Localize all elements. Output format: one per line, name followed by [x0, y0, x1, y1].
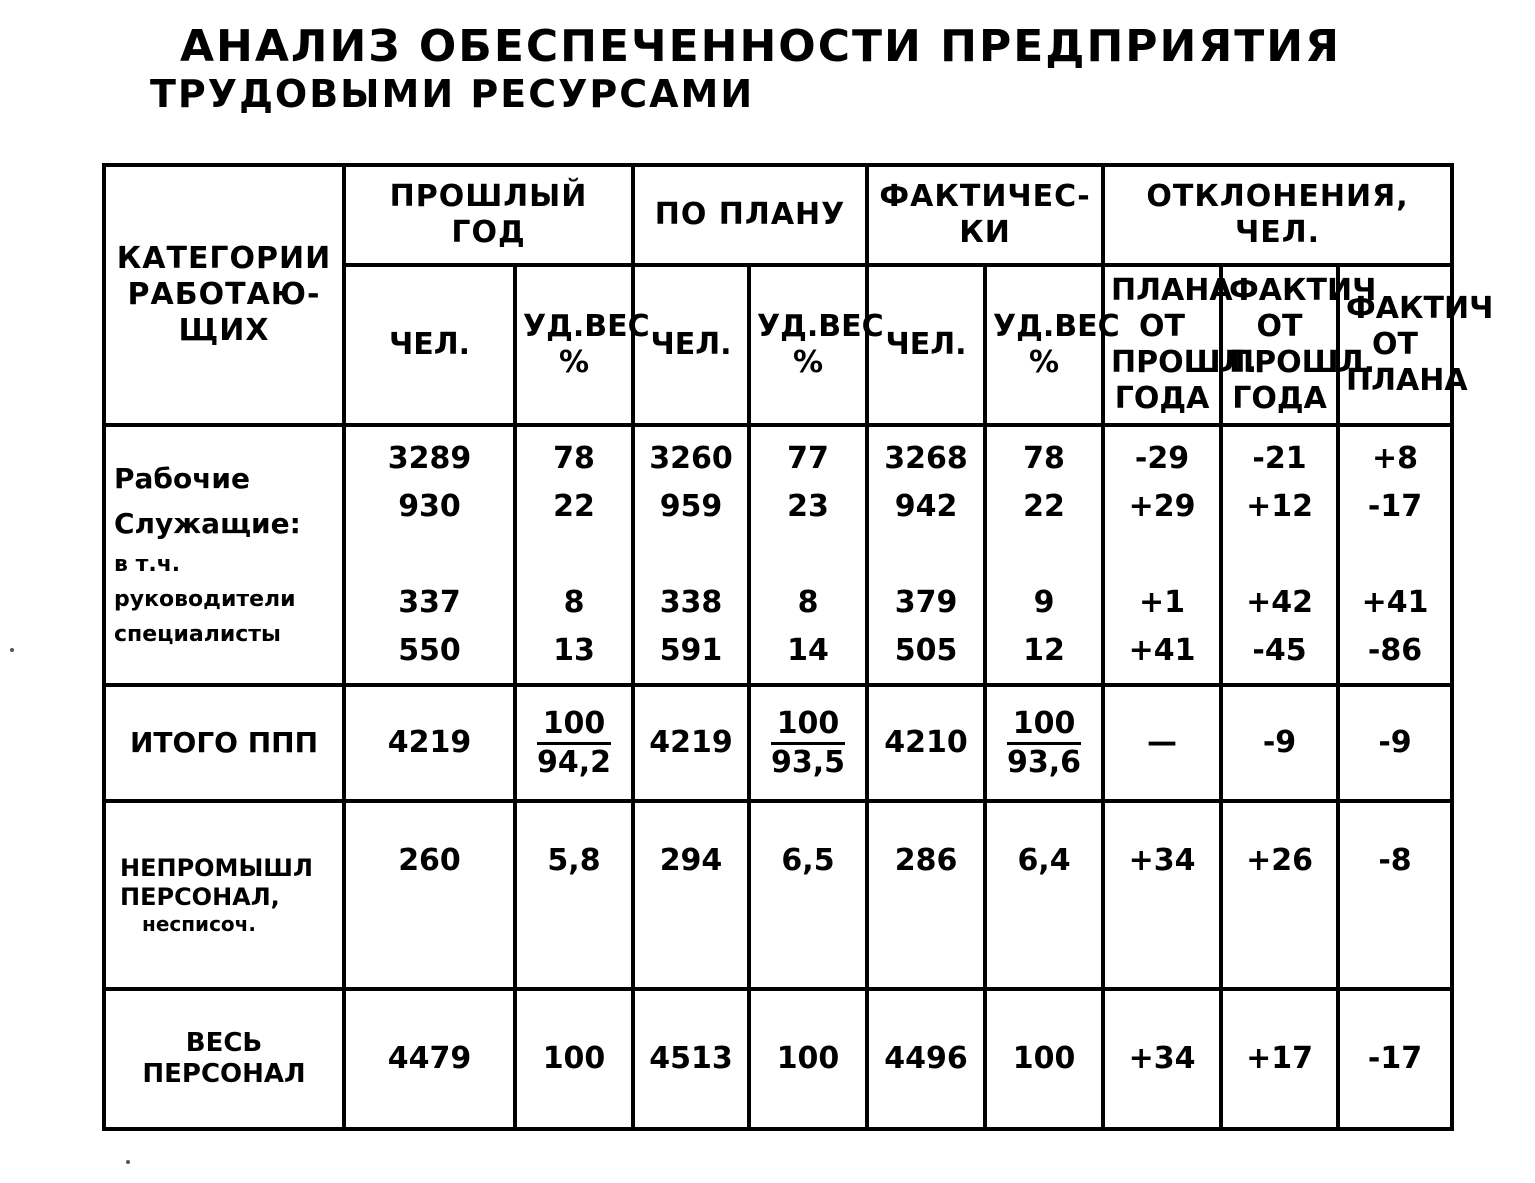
header-prev-year: ПРОШЛЫЙ ГОД [344, 165, 633, 265]
title-line-1: АНАЛИЗ ОБЕСПЕЧЕННОСТИ ПРЕДПРИЯТИЯ [180, 21, 1341, 72]
dev-plan-prev-stack [1103, 425, 1221, 685]
label-line: НЕПРОМЫШЛ [120, 854, 313, 883]
cell-value: -45 [1252, 633, 1307, 668]
share-unit: % [558, 345, 590, 380]
fraction-bottom: 94,2 [536, 744, 612, 780]
table-row-nonindustrial [104, 801, 1452, 989]
share-unit: % [792, 345, 824, 380]
table-row-total-ppp [104, 685, 1452, 801]
cell-value: 100 [749, 989, 867, 1129]
cell-value [641, 531, 741, 579]
cell-value: 505 [894, 633, 958, 668]
fraction-top: 100 [771, 706, 845, 745]
category-specialists: специалисты [114, 622, 281, 648]
category-managers: руководители [114, 587, 296, 613]
cell-value: 4219 [344, 685, 515, 801]
subheader-plan-share [749, 265, 884, 425]
cell-value: +8 [1372, 441, 1419, 476]
cell-value: -17 [1367, 489, 1423, 524]
cell-value: 14 [787, 633, 829, 668]
category-employees: Служащие: [114, 507, 301, 541]
actual-share-stack [985, 425, 1103, 685]
subheader-actual-share [985, 265, 1120, 425]
cell-value [523, 531, 625, 579]
cell-value: 78 [553, 441, 595, 476]
cell-value: 77 [787, 441, 829, 476]
cell-value: 3268 [884, 441, 968, 476]
cell-value: 6,5 [749, 801, 867, 989]
cell-value: +12 [1246, 489, 1313, 524]
cell-value: 550 [398, 633, 461, 668]
cell-value: 8 [797, 585, 819, 620]
cell-value: — [1103, 685, 1221, 801]
cell-value: 294 [633, 801, 749, 989]
header-category: КАТЕГОРИИ РАБОТАЮ- ЩИХ [104, 165, 344, 425]
subheader-dev-actual-vs-prev: ФАКТИЧ ОТ ПРОШЛ. ГОДА [1221, 265, 1338, 425]
cell-value: +41 [1128, 633, 1196, 668]
cell-value [1346, 531, 1444, 579]
subheader-dev-actual-vs-plan: ФАКТИЧ ОТ ПЛАНА [1338, 265, 1452, 425]
category-workers: Рабочие [114, 462, 251, 496]
header-actual: ФАКТИЧЕС- КИ [867, 165, 1103, 265]
label-line: ПЕРСОНАЛ, [120, 883, 280, 911]
cell-value: +1 [1139, 585, 1186, 620]
cell-value: 591 [659, 633, 723, 668]
subheader-prev-share [515, 265, 650, 425]
cell-value: 100 [985, 989, 1103, 1129]
cell-value [757, 531, 859, 579]
fraction-cell [749, 685, 867, 801]
subheader-plan-people: ЧЕЛ. [633, 265, 749, 425]
label-line: несписоч. [142, 911, 256, 936]
cell-value: -29 [1134, 441, 1190, 476]
cell-value: -21 [1252, 441, 1307, 476]
share-unit: % [1028, 345, 1060, 380]
fraction-cell [515, 685, 633, 801]
cell-value: 4496 [867, 989, 985, 1129]
cell-value: 6,4 [985, 801, 1103, 989]
page-title [150, 22, 1341, 116]
cell-value: 22 [553, 489, 595, 524]
header-plan: ПО ПЛАНУ [633, 165, 867, 265]
fraction-top: 100 [1007, 706, 1081, 745]
fraction-top: 100 [537, 706, 611, 745]
cell-value: 23 [787, 489, 829, 524]
cell-value: 4513 [633, 989, 749, 1129]
share-label: УД.ВЕС [757, 309, 884, 344]
cell-value: -86 [1367, 633, 1423, 668]
cell-value: 78 [1023, 441, 1065, 476]
cell-value [352, 531, 507, 579]
cell-value: 100 [515, 989, 633, 1129]
speck [126, 1160, 130, 1164]
fraction-cell [985, 685, 1103, 801]
cell-value [1229, 531, 1330, 579]
speck [10, 648, 14, 652]
cell-value: 338 [659, 585, 723, 620]
cell-value: +42 [1246, 585, 1313, 620]
cell-value [1111, 531, 1213, 579]
cell-value: -9 [1221, 685, 1338, 801]
header-row-groups [104, 165, 1452, 265]
cell-value: 260 [344, 801, 515, 989]
cell-value: +17 [1221, 989, 1338, 1129]
cell-value: 22 [1023, 489, 1065, 524]
cell-value: +34 [1103, 801, 1221, 989]
cell-value: 379 [894, 585, 958, 620]
table-row-all-staff [104, 989, 1452, 1129]
subheader-dev-plan-vs-prev: ПЛАНА ОТ ПРОШЛ. ГОДА [1103, 265, 1221, 425]
cell-value: +34 [1103, 989, 1221, 1129]
cell-value: -9 [1338, 685, 1452, 801]
actual-people-stack [867, 425, 985, 685]
cell-value: 4479 [344, 989, 515, 1129]
share-label: УД.ВЕС [523, 309, 650, 344]
cell-value [993, 531, 1095, 579]
category-cell-group1 [104, 425, 344, 685]
cell-value: 3260 [649, 441, 733, 476]
cell-value: 12 [1023, 633, 1065, 668]
dev-actual-plan-stack [1338, 425, 1452, 685]
table-row [104, 425, 1452, 685]
prev-people-stack [344, 425, 515, 685]
cell-value: +26 [1221, 801, 1338, 989]
fraction-bottom: 93,5 [770, 744, 846, 780]
share-label: УД.ВЕС [993, 309, 1120, 344]
subheader-prev-people: ЧЕЛ. [344, 265, 515, 425]
cell-value: 9 [1033, 585, 1055, 620]
cell-value: 930 [398, 489, 461, 524]
cell-value [875, 531, 977, 579]
plan-share-stack [749, 425, 867, 685]
cell-value: 4219 [633, 685, 749, 801]
dev-actual-prev-stack [1221, 425, 1338, 685]
subheader-actual-people: ЧЕЛ. [867, 265, 985, 425]
cell-value: -8 [1338, 801, 1452, 989]
cell-value: 959 [659, 489, 723, 524]
cell-value: +29 [1128, 489, 1196, 524]
category-all-staff: ВЕСЬ ПЕРСОНАЛ [104, 989, 344, 1129]
title-line-2: ТРУДОВЫМИ РЕСУРСАМИ [150, 71, 755, 116]
cell-value: +41 [1361, 585, 1429, 620]
plan-people-stack [633, 425, 749, 685]
labor-resources-table [102, 163, 1494, 1131]
header-deviation: ОТКЛОНЕНИЯ, ЧЕЛ. [1103, 165, 1452, 265]
cell-value: 286 [867, 801, 985, 989]
cell-value: 8 [563, 585, 585, 620]
cell-value: 13 [553, 633, 595, 668]
cell-value: 942 [894, 489, 958, 524]
category-nonindustrial [104, 801, 344, 989]
prev-share-stack [515, 425, 633, 685]
cell-value: -17 [1338, 989, 1452, 1129]
category-including: в т.ч. [114, 552, 181, 578]
cell-value: 5,8 [515, 801, 633, 989]
fraction-bottom: 93,6 [1007, 744, 1082, 780]
cell-value: 3289 [387, 441, 472, 476]
category-total-ppp: ИТОГО ППП [104, 685, 344, 801]
cell-value: 4210 [867, 685, 985, 801]
cell-value: 337 [398, 585, 461, 620]
